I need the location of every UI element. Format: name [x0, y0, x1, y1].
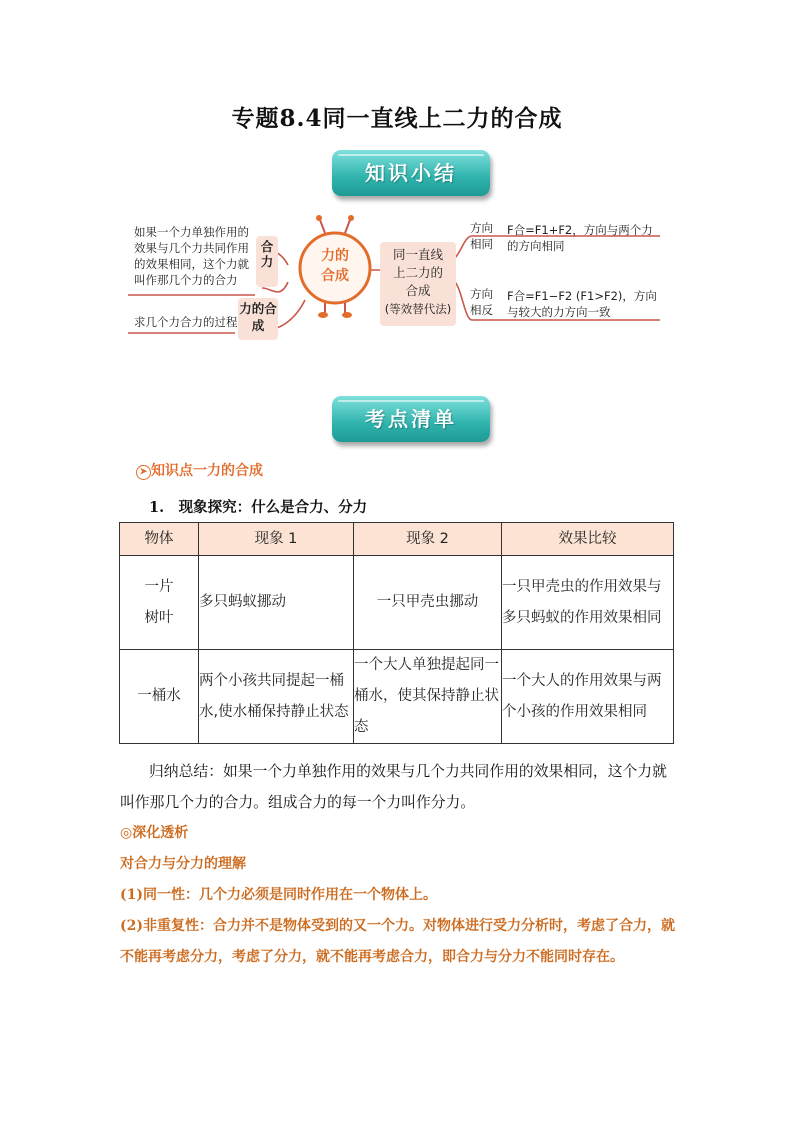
table-cell: 一只甲壳虫的作用效果与多只蚂蚁的作用效果相同	[502, 556, 674, 650]
point-two: (2)非重复性：合力并不是物体受到的又一个力。对物体进行受力分析时，考虑了合力，就不能再考虑分力，考虑了分力，就不能再考虑合力，即合力与分力不能同时存在。	[120, 918, 675, 965]
box-line: 上二力的	[392, 265, 443, 280]
section-heading-text: 知识点一力的合成	[151, 463, 263, 479]
arrow-circle-icon: ➤	[136, 465, 151, 480]
point-one: (1)同一性：几个力必须是同时作用在一个物体上。	[120, 887, 437, 903]
table-header-cell: 物体	[120, 523, 199, 556]
same-direction-formula: F合=F1+F2，方向与两个力的方向相同	[507, 223, 653, 253]
deep-analysis-heading: ◎深化透析	[120, 825, 189, 841]
phenomenon-table	[119, 522, 674, 744]
table-cell: 一只甲壳虫挪动	[354, 556, 502, 650]
deep-analysis-subheading: 对合力与分力的理解	[120, 856, 246, 872]
process-text: 求几个力合力的过程	[134, 315, 238, 329]
table-cell: 一个大人单独提起同一桶水，使其保持静止状态	[354, 650, 502, 744]
summary-banner: 知识小结	[332, 150, 490, 196]
table-cell: 一桶水	[120, 650, 199, 744]
resultant-force-label: 合力	[256, 236, 278, 287]
definition-line: 的效果相同，这个力就	[134, 257, 249, 271]
table-cell: 一个大人的作用效果与两个小孩的作用效果相同	[502, 650, 674, 744]
composition-label: 力的合成	[238, 298, 278, 340]
item-heading: 1. 现象探究：什么是合力、分力	[149, 499, 368, 516]
page-title: 专题8.4同一直线上二力的合成	[231, 105, 563, 132]
table-header-cell: 现象 1	[199, 523, 354, 556]
table-header-row	[120, 523, 674, 556]
table-header-cell: 效果比较	[502, 523, 674, 556]
definition-text	[134, 224, 262, 288]
center-node: 力的合成	[321, 248, 349, 284]
same-direction-label: 方向相同	[470, 221, 493, 251]
table-cell: 两个小孩共同提起一桶水,使水桶保持静止状态	[199, 650, 354, 744]
opposite-direction-formula: F合=F1−F2 (F1>F2)，方向与较大的力方向一致	[507, 289, 657, 319]
table-row	[120, 556, 674, 650]
table-header-cell: 现象 2	[354, 523, 502, 556]
section-heading	[136, 460, 263, 480]
checklist-banner: 考点清单	[332, 396, 490, 442]
summary-paragraph: 归纳总结：如果一个力单独作用的效果与几个力共同作用的效果相同，这个力就叫作那几个力的合力。组成合力的每一个力叫作分力。	[120, 763, 667, 811]
opposite-direction-label: 方向相反	[470, 287, 493, 317]
box-line: (等效替代法)	[384, 302, 452, 316]
definition-line: 叫作那几个力的合力	[134, 273, 238, 287]
box-line: 合成	[405, 283, 431, 298]
box-line: 同一直线	[392, 247, 443, 262]
table-cell: 一片树叶	[120, 556, 199, 650]
same-line-composition-box	[380, 242, 456, 326]
definition-line: 效果与几个力共同作用	[134, 241, 249, 255]
table-cell: 多只蚂蚁挪动	[199, 556, 354, 650]
table-row	[120, 650, 674, 744]
definition-line: 如果一个力单独作用的	[134, 225, 249, 239]
